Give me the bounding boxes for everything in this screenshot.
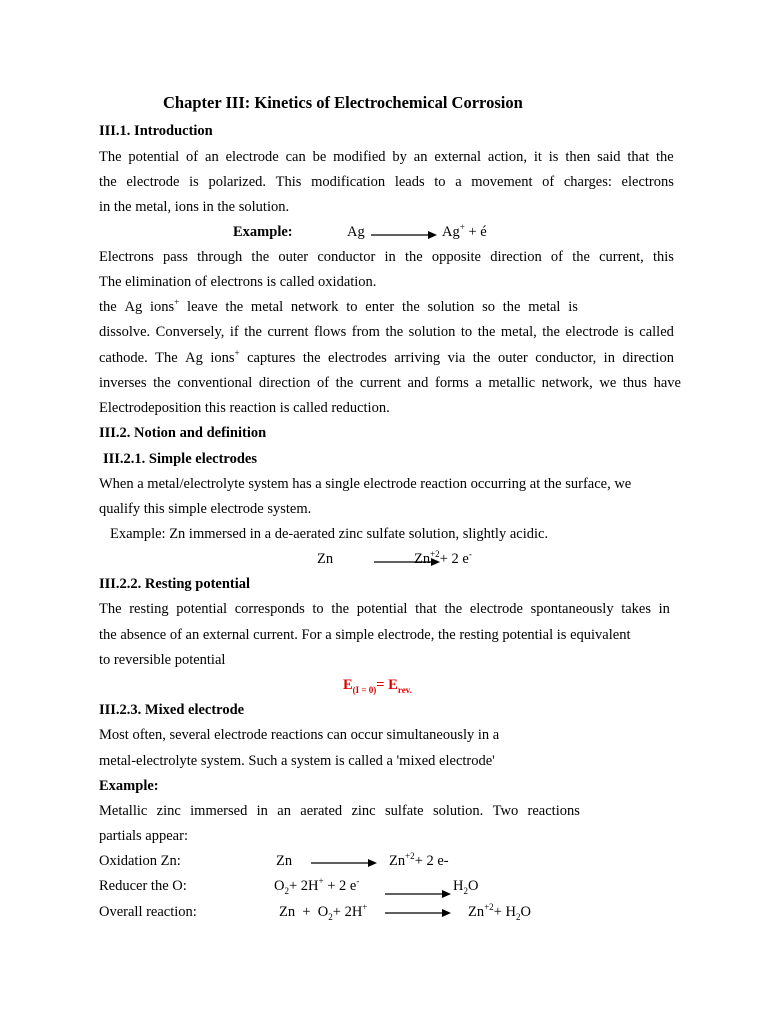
- reaction-right: Ag+ + é: [442, 222, 487, 240]
- oxidation-arrow: [310, 857, 378, 869]
- section-heading-notion: III.2. Notion and definition: [99, 425, 267, 441]
- overall-arrow: [384, 907, 452, 919]
- overall-label: Overall reaction:: [99, 904, 197, 920]
- para2-line-6: inverses the conventional direction of the current and forms a metallic network, we thus have: [99, 375, 681, 391]
- s21-line-3: Example: Zn immersed in a de-aerated zinc sulfate solution, slightly acidic.: [110, 526, 549, 542]
- s22-line-3: to reversible potential: [99, 652, 226, 668]
- s22-line-2: the absence of an external current. For a simple electrode, the resting potential is equivalent: [99, 627, 631, 643]
- reduction-left: $O_2+ 2H^+ + 2$ e-: [274, 876, 360, 896]
- section-heading-introduction: III.1. Introduction: [99, 123, 213, 139]
- s23-example-label: Example:: [99, 778, 159, 794]
- resting-potential-equation: $E_{(I = 0)}= E_{rev.}$: [343, 677, 412, 695]
- example-label: Example:: [233, 224, 293, 240]
- para2-line-2: The elimination of electrons is called oxidation.: [99, 274, 377, 290]
- zn-reaction-left: Zn: [317, 551, 334, 567]
- s23-line-4: partials appear:: [99, 828, 188, 844]
- subsection-heading-mixed-electrode: III.2.3. Mixed electrode: [99, 702, 245, 718]
- overall-left: $Zn + O_2+ 2H^+$: [279, 902, 368, 922]
- intro-line-3: in the metal, ions in the solution.: [99, 199, 290, 215]
- oxidation-left: Zn: [276, 853, 293, 869]
- reduction-label: Reducer the O:: [99, 878, 187, 894]
- s21-line-2: qualify this simple electrode system.: [99, 501, 312, 517]
- para2-line-3: the Ag ions+ leave the metal network to enter the solution so the metal is: [99, 297, 578, 315]
- para2-line-1: Electrons pass through the outer conductor in the opposite direction of the current, this: [99, 249, 674, 265]
- reaction-arrow: [370, 229, 438, 241]
- reduction-right: $H_2O$: [453, 878, 479, 896]
- para2-line-5: cathode. The Ag ions+ captures the electrodes arriving via the outer conductor, in direction: [99, 348, 674, 366]
- oxidation-right: $Zn^{+2}+ 2$ e-: [389, 851, 449, 869]
- s23-line-3: Metallic zinc immersed in an aerated zinc sulfate solution. Two reactions: [99, 803, 580, 819]
- reaction-left: Ag: [347, 224, 365, 240]
- oxidation-label: Oxidation Zn:: [99, 853, 181, 869]
- s22-line-1: The resting potential corresponds to the potential that the electrode spontaneously takes in: [99, 601, 670, 617]
- intro-line-1: The potential of an electrode can be modified by an external action, it is then said that the: [99, 149, 674, 165]
- subsection-heading-resting-potential: III.2.2. Resting potential: [99, 576, 251, 592]
- s23-line-1: Most often, several electrode reactions can occur simultaneously in a: [99, 727, 500, 743]
- s23-line-2: metal-electrolyte system. Such a system is called a 'mixed electrode': [99, 753, 495, 769]
- s21-line-1: When a metal/electrolyte system has a single electrode reaction occurring at the surface, we: [99, 476, 632, 492]
- para2-line-7: Electrodeposition this reaction is called reduction.: [99, 400, 390, 416]
- intro-line-2: the electrode is polarized. This modification leads to a movement of charges: electrons: [99, 174, 674, 190]
- subsection-heading-simple-electrodes: III.2.1. Simple electrodes: [103, 451, 257, 467]
- para2-line-4: dissolve. Conversely, if the current flows from the solution to the metal, the electrode is called: [99, 324, 674, 340]
- zn-reaction-right: $Zn^{+2}+ 2$ e-: [414, 549, 472, 567]
- overall-right: $Zn^{+2}+ H_2O$: [468, 902, 531, 922]
- reduction-arrow: [384, 888, 452, 900]
- chapter-title: Chapter III: Kinetics of Electrochemical Corrosion: [163, 93, 523, 112]
- zn-reaction-arrow: [373, 556, 441, 568]
